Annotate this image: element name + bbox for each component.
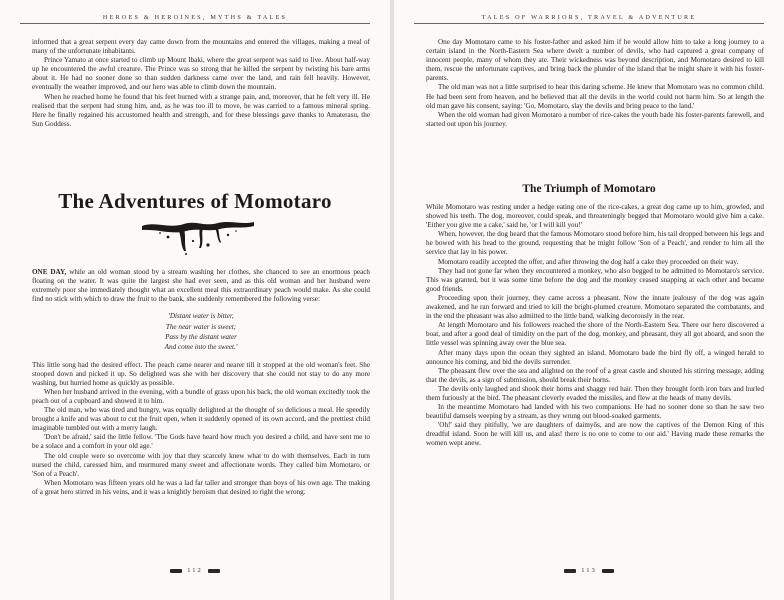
page-number: 113: [581, 567, 597, 574]
section-title: The Triumph of Momotaro: [522, 183, 656, 195]
paragraph: When Momotaro was fifteen years old he was a lad far taller and stronger than boys of his own age. The making of a great hero stirred in his veins, and it was a knightly heroism that desired to right the wrong.: [32, 478, 370, 496]
paragraph: When, however, the dog heard that the famous Momotaro stood before him, his tail dropped between his legs and he bowed with his head to the ground, requesting that he might follow 'Son of a Peach', and render to him all the service that lay in his power.: [426, 230, 764, 257]
verse-line: Pass by the distant water: [165, 332, 237, 341]
paragraph: The old couple were so overcome with joy that they scarcely knew what to do with themselves. Each in turn nursed the child, caressed him, and murmured many sweet and affectionate words. They called him Momotaro, or 'Son of a Peach'.: [32, 451, 370, 478]
paragraph: At length Momotaro and his followers reached the shore of the North-Eastern Sea. There our hero discovered a boat, and after a good deal of timidity on the part of the dog, monkey, and pheasant, they all got aboard, and soon the little vessel was spinning away over the blue sea.: [426, 321, 764, 348]
paragraph: This little song had the desired effect. The peach came nearer and nearer till it stopped at the old woman's feet. She stooped down and picked it up. So delighted was she with her discovery that she could not stay to do any more washing, but hurried home as quickly as possible.: [32, 360, 370, 387]
paragraph: After many days upon the ocean they sighted an island. Momotaro bade the bird fly off, a winged herald to announce his coming, and bid the devils surrender.: [426, 348, 764, 366]
header-rule-left: [20, 23, 370, 24]
running-head-left: HEROES & HEROINES, MYTHS & TALES: [102, 14, 288, 21]
page-number: 112: [187, 567, 203, 574]
left-story-text: [32, 268, 370, 497]
paragraph: informed that a great serpent every day came down from the mountains and entered the villages, making a meal of many of the unfortunate inhabitants.: [32, 38, 370, 56]
verse-line: The near water is sweet;: [165, 322, 237, 331]
verse-line: 'Distant water is bitter,: [168, 312, 234, 321]
paragraph: Momotaro readily accepted the offer, and after throwing the dog half a cake they proceeded on their way.: [438, 257, 739, 266]
paragraph: They had not gone far when they encountered a monkey, who also begged to be admitted to Momotaro's service. This was granted, but it was some time before the dog and the monkey ceased snapping at each other and became good friends.: [426, 266, 764, 293]
opening-text: while an old woman stood by a stream washing her clothes, she chanced to see an enormous peach floating on the water. It was quite the largest she had ever seen, and as this old woman and her husband were extremely poor she immediately thought what an excellent meal this extraordinary peach would make. As she could find no stick with which to draw the fruit to the bank, she suddenly remembered the following verse:: [32, 268, 370, 304]
paragraph: While Momotaro was resting under a hedge eating one of the rice-cakes, a great dog came up to him, growled, and showed his teeth. The dog, moreover, could speak, and threateningly begged that Momotaro would give him a cake. 'Either you give me a cake,' said he, 'or I will kill you!': [426, 203, 764, 230]
running-head-right: TALES OF WARRIORS, TRAVEL & ADVENTURE: [481, 14, 697, 21]
right-story-text: [426, 203, 764, 449]
paragraph: When the old woman had given Momotaro a number of rice-cakes the youth bade his foster-parents farewell, and started out upon his journey.: [426, 110, 764, 128]
paragraph: The old man, who was tired and hungry, was equally delighted at the thought of so delicious a meal. He speedily brought a knife and was about to cut the fruit open, when it suddenly opened of its own accord, and the prettiest child imaginable tumbled out with a merry laugh.: [32, 406, 370, 433]
paragraph: Prince Yamato at once started to climb up Mount Ibaki, where the great serpent was said to live. About half-way up he encountered the awful creature. The Prince was so strong that he killed the serpent by twisting his bare arms about it. He had no sooner done so than sudden darkness came over the land, and rain fell heavily. However, eventually the weather improved, and our hero was able to climb down the mountain.: [32, 56, 370, 92]
folio-ornament-icon: [602, 569, 614, 573]
ink-splash-ornament-icon: [138, 217, 258, 257]
paragraph: When he reached home he found that his feet burned with a strange pain, and, moreover, that he felt very ill. He realised that the serpent had stung him, and, as he was too ill to move, he was carried to a famous mineral spring. Here he finally regained his accustomed health and strength, and for these blessings gave thanks to Amaterasu, the Sun Goddess.: [32, 92, 370, 128]
paragraph: 'Don't be afraid,' said the little fellow. 'The Gods have heard how much you desired a child, and have sent me to be a solace and a comfort in your old age.': [32, 433, 370, 451]
right-page: [394, 0, 784, 600]
paragraph: The devils only laughed and shook their horns and shaggy red hair. Then they brought forth iron bars and hurled them furiously at the bird. The pheasant cleverly evaded the missiles, and flew at the heads of many devils.: [426, 384, 764, 402]
right-intro-text: [426, 38, 764, 129]
drop-lead: ONE DAY,: [32, 268, 67, 276]
paragraph: When her husband arrived in the evening, with a bundle of grass upon his back, the old woman excitedly took the peach out of a cupboard and showed it to him.: [32, 387, 370, 405]
paragraph: In the meantime Momotaro had landed with his two companions. He had no sooner done so than he saw two beautiful damsels weeping by a stream, as they wrung out blood-soaked garments.: [426, 403, 764, 421]
chapter-title: The Adventures of Momotaro: [58, 189, 332, 213]
paragraph: Proceeding upon their journey, they came across a pheasant. Now the innate jealousy of the dog was again awakened, and he ran forward and tried to kill the bright-plumed creature. Momotaro separated the combatants, and in the end the pheasant was also admitted to the little band, walking decorously in the rear.: [426, 293, 764, 321]
paragraph: The pheasant flew over the sea and alighted on the roof of a great castle and shouted his stirring message, adding that the devils, as a sign of submission, should break their horns.: [426, 366, 764, 384]
header-rule-right: [414, 23, 764, 24]
opening-paragraph: [32, 268, 370, 304]
verse-line: And come into the sweet.': [164, 343, 238, 352]
paragraph: 'Oh!' said they pitifully, 'we are daughters of daimyōs, and are now the captives of the Demon King of this dreadful island. Soon he will kill us, and alas! there is no one to come to our aid.' Having made these remarks the women wept anew.: [426, 421, 764, 448]
paragraph: The old man was not a little surprised to hear this daring scheme. He knew that Momotaro was no common child. He had been sent from heaven, and he believed that all the devils in the world could not harm him. So at length the old man gave his consent, saying: 'Go, Momotaro, slay the devils and bring peace to the land.': [426, 83, 764, 110]
page-number-right: [394, 567, 784, 574]
paragraph: One day Momotaro came to his foster-father and asked him if he would allow him to take a long journey to a certain island in the North-Eastern Sea where dwelt a number of devils, who had captured a great company of innocent people, many of whom they ate. Their wickedness was beyond description, and Momotaro desired to kill them, rescue the unfortunate captives, and bring back the plunder of the island that he might share it with his foster-parents.: [426, 38, 764, 83]
left-page: [0, 0, 390, 600]
folio-ornament-icon: [564, 569, 576, 573]
verse: [32, 311, 370, 352]
folio-ornament-icon: [170, 569, 182, 573]
folio-ornament-icon: [208, 569, 220, 573]
left-intro-text: [32, 38, 370, 129]
page-number-left: [0, 567, 390, 574]
